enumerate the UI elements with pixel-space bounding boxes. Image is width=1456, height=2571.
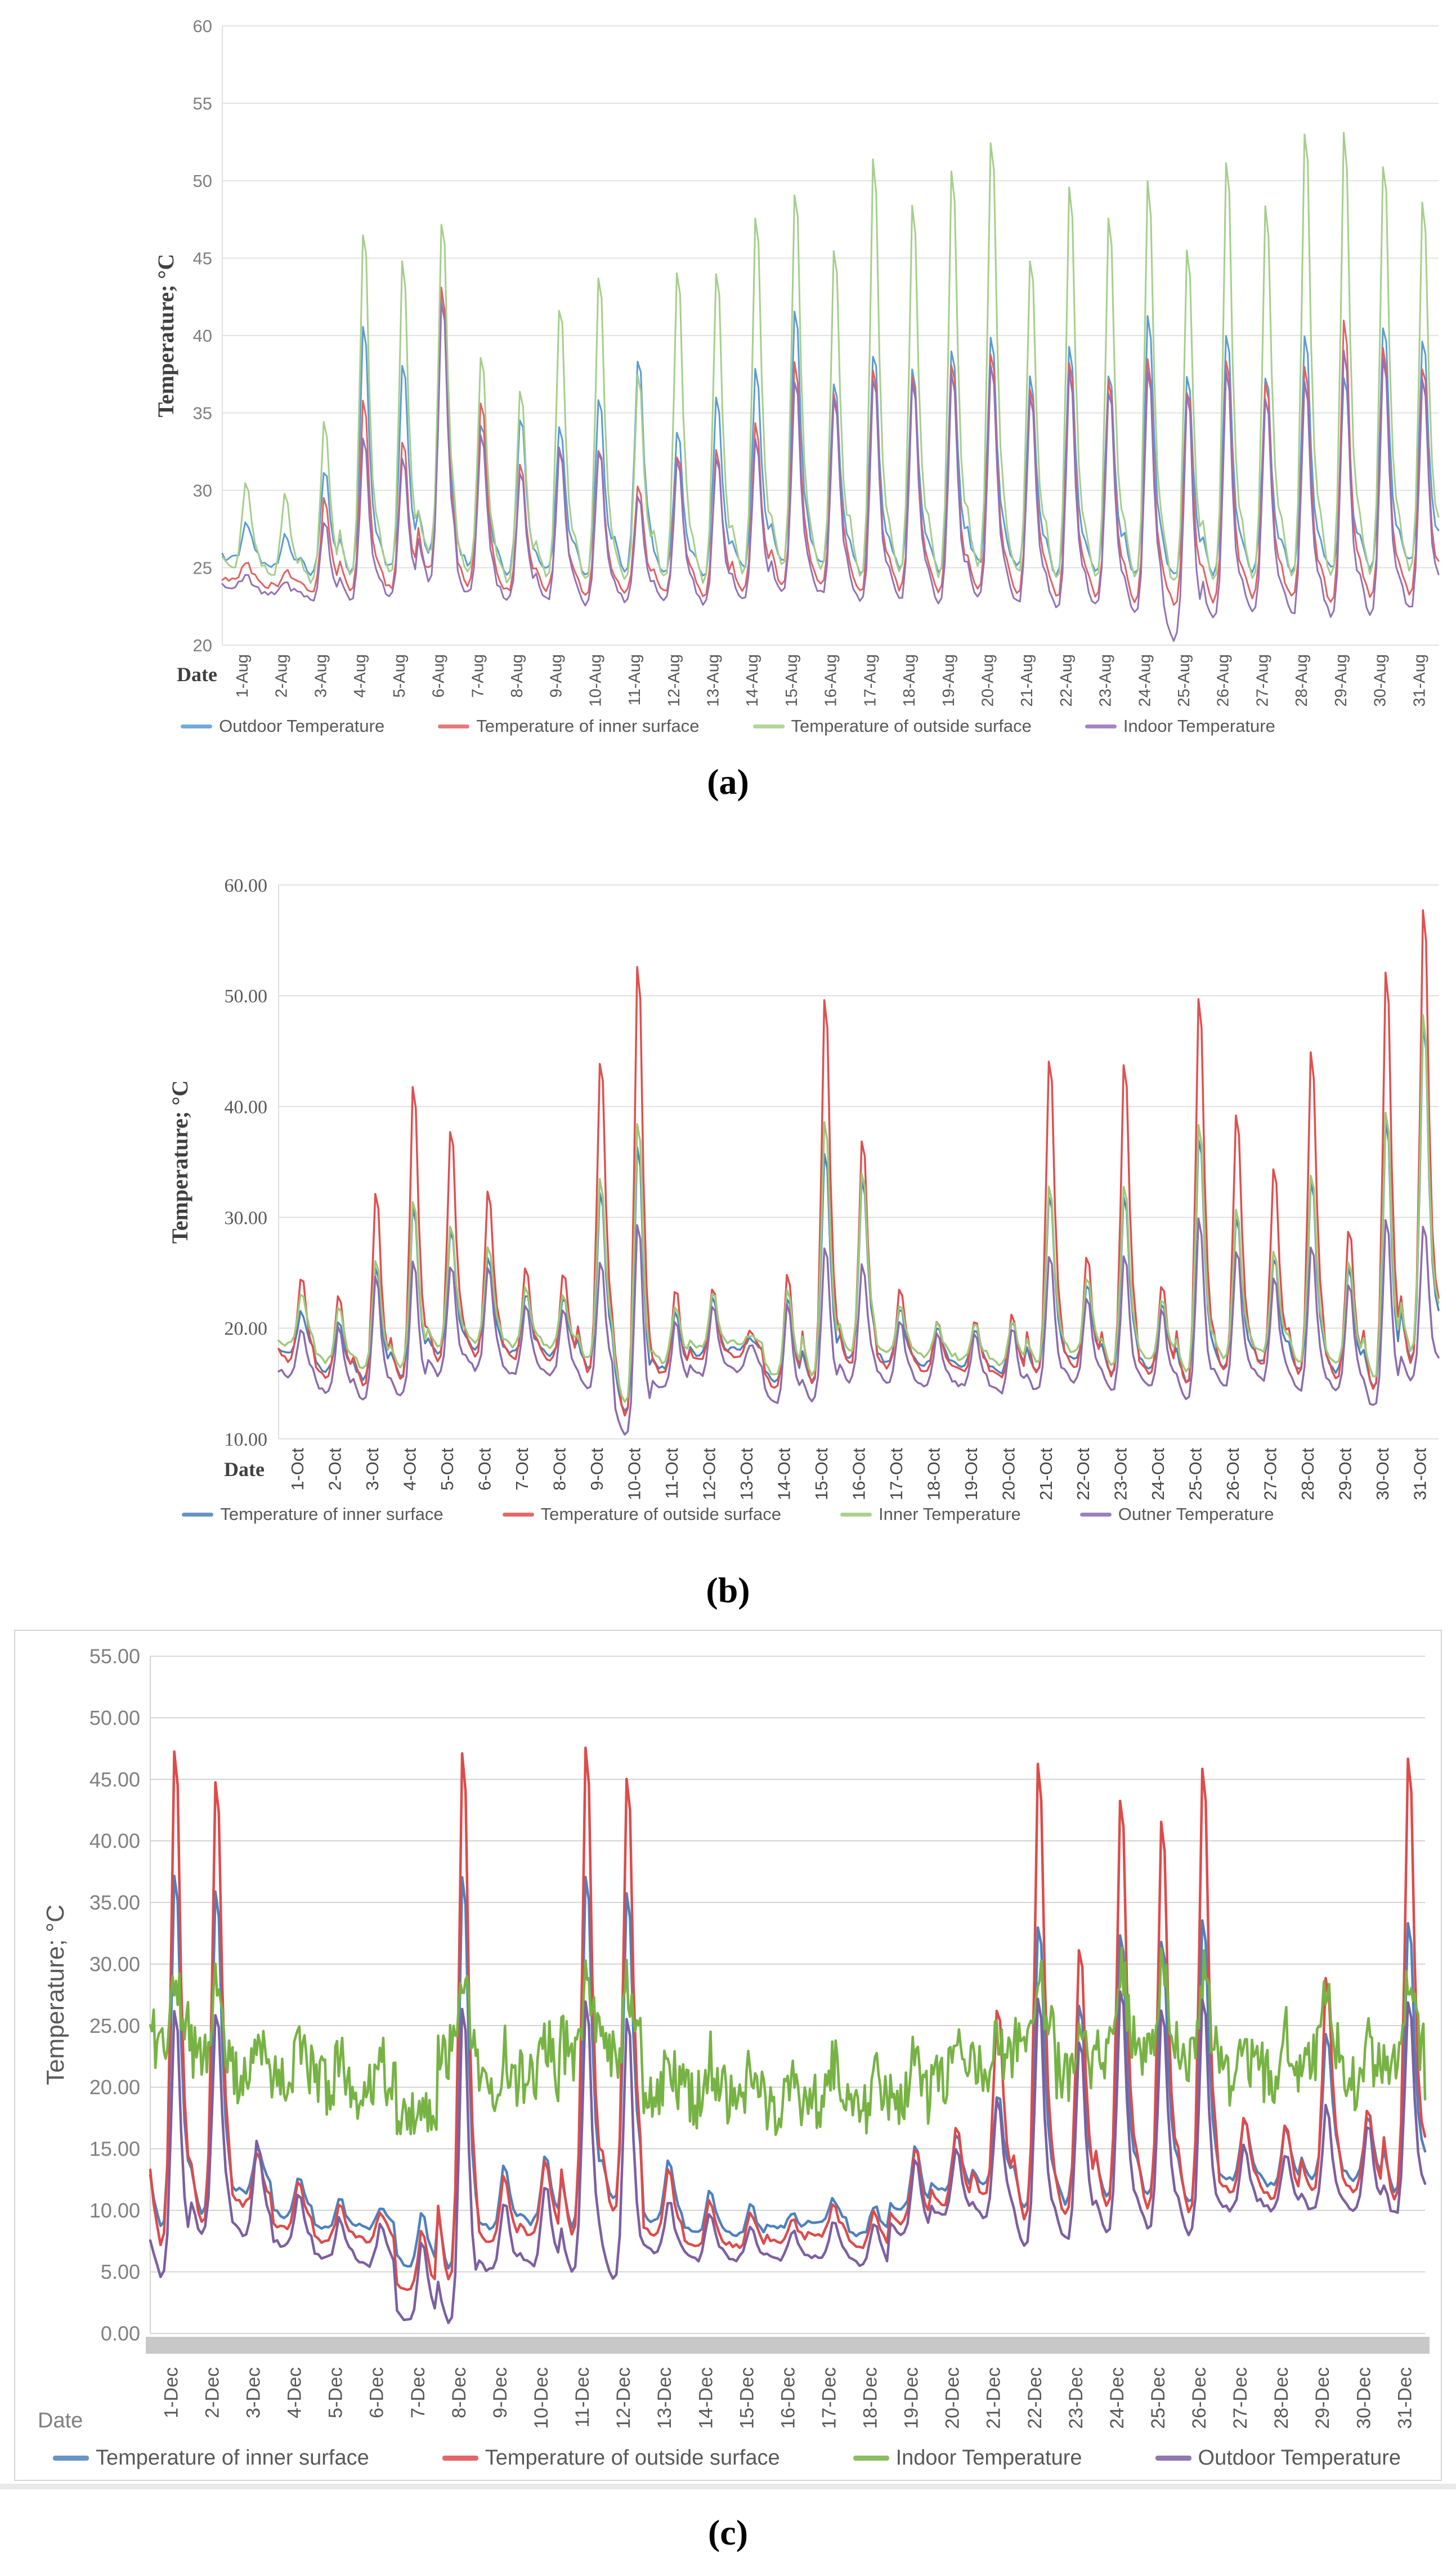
legend-item bbox=[1085, 716, 1275, 736]
x-tick-label: 28-Oct bbox=[1298, 1448, 1318, 1501]
x-tick-label: 3-Aug bbox=[312, 654, 330, 698]
x-tick-label: 15-Dec bbox=[736, 2367, 758, 2429]
legend-swatch bbox=[503, 1513, 534, 1517]
x-tick-label: 21-Dec bbox=[983, 2367, 1005, 2429]
x-tick-label: 8-Dec bbox=[448, 2367, 470, 2418]
x-tick-label: 14-Dec bbox=[695, 2367, 717, 2429]
x-tick-label: 22-Dec bbox=[1024, 2367, 1046, 2429]
legend-item bbox=[1155, 2446, 1401, 2470]
x-axis-title: Date bbox=[38, 2409, 83, 2433]
y-tick-label: 5.00 bbox=[100, 2260, 140, 2284]
x-tick-label: 16-Dec bbox=[777, 2367, 799, 2429]
x-tick-label: 4-Aug bbox=[351, 654, 370, 698]
y-tick-label: 50 bbox=[192, 171, 212, 191]
legend-item bbox=[53, 2446, 369, 2470]
x-tick-label: 10-Dec bbox=[531, 2367, 553, 2429]
y-tick-label: 35 bbox=[192, 403, 212, 423]
x-axis-title: Date bbox=[224, 1458, 265, 1481]
y-tick-label: 25.00 bbox=[89, 2014, 140, 2037]
y-tick-label: 20.00 bbox=[224, 1318, 267, 1340]
x-tick-label: 12-Oct bbox=[699, 1448, 719, 1501]
x-tick-label: 20-Dec bbox=[942, 2367, 964, 2429]
y-tick-label: 60.00 bbox=[224, 875, 267, 896]
legend-swatch bbox=[181, 725, 212, 728]
x-tick-label: 21-Aug bbox=[1018, 654, 1037, 707]
series-line-temperature-of-outside-surface bbox=[222, 133, 1439, 583]
x-tick-label: 16-Aug bbox=[822, 654, 840, 707]
x-tick-label: 17-Aug bbox=[861, 654, 880, 707]
x-tick-label: 26-Oct bbox=[1223, 1448, 1243, 1501]
x-tick-label: 10-Oct bbox=[624, 1448, 644, 1501]
y-tick-label: 45 bbox=[192, 248, 212, 269]
x-tick-label: 2-Dec bbox=[201, 2367, 223, 2418]
x-tick-label: 14-Aug bbox=[743, 654, 762, 707]
y-tick-label: 40 bbox=[192, 325, 212, 346]
y-tick-label: 20.00 bbox=[89, 2076, 140, 2099]
legend-label: Outdoor Temperature bbox=[219, 716, 385, 736]
legend-swatch bbox=[1080, 1513, 1112, 1517]
legend-item bbox=[840, 1504, 1021, 1524]
series-line-indoor-temperature bbox=[150, 1948, 1425, 2135]
legend-item bbox=[753, 716, 1032, 736]
y-tick-label: 35.00 bbox=[89, 1891, 140, 1915]
x-tick-label: 11-Dec bbox=[572, 2367, 594, 2428]
x-tick-label: 15-Oct bbox=[811, 1448, 831, 1501]
x-tick-label: 1-Dec bbox=[160, 2367, 182, 2418]
x-tick-label: 19-Dec bbox=[901, 2367, 922, 2429]
x-tick-label: 1-Aug bbox=[234, 654, 252, 698]
y-tick-label: 10.00 bbox=[89, 2198, 140, 2222]
x-tick-label: 7-Oct bbox=[512, 1448, 532, 1491]
chart-c-panel bbox=[14, 1630, 1442, 2481]
y-tick-label: 20 bbox=[192, 635, 212, 655]
x-tick-label: 28-Aug bbox=[1293, 654, 1311, 707]
y-tick-label: 30.00 bbox=[89, 1952, 140, 1976]
x-tick-label: 5-Dec bbox=[325, 2367, 347, 2418]
x-tick-label: 18-Oct bbox=[924, 1448, 944, 1501]
x-tick-label: 25-Oct bbox=[1185, 1448, 1206, 1501]
x-tick-label: 5-Aug bbox=[390, 654, 409, 698]
legend-label: Temperature of inner surface bbox=[476, 716, 700, 736]
y-tick-label: 60 bbox=[192, 16, 212, 36]
x-tick-label: 24-Oct bbox=[1148, 1448, 1168, 1501]
x-tick-label: 27-Aug bbox=[1253, 654, 1272, 707]
x-tick-label: 29-Dec bbox=[1312, 2367, 1334, 2429]
x-tick-label: 6-Dec bbox=[366, 2367, 388, 2418]
x-tick-label: 20-Oct bbox=[998, 1448, 1019, 1501]
x-tick-label: 18-Dec bbox=[859, 2367, 881, 2429]
legend-label: Indoor Temperature bbox=[1123, 716, 1275, 736]
x-tick-label: 7-Dec bbox=[407, 2367, 429, 2418]
x-tick-label: 11-Oct bbox=[661, 1448, 682, 1499]
y-tick-label: 55.00 bbox=[89, 1644, 140, 1668]
legend-swatch bbox=[840, 1513, 872, 1517]
chart-b-caption: (b) bbox=[706, 1570, 750, 1610]
chart-b-canvas bbox=[0, 805, 1456, 1537]
y-tick-label: 55 bbox=[192, 93, 212, 114]
y-tick-label: 0.00 bbox=[100, 2322, 140, 2345]
panel-bottom-shadow bbox=[0, 2484, 1456, 2489]
series-line-inner-temperature bbox=[279, 1015, 1439, 1402]
x-tick-label: 27-Oct bbox=[1260, 1448, 1280, 1501]
x-tick-label: 7-Aug bbox=[469, 654, 487, 698]
x-tick-label: 23-Dec bbox=[1065, 2367, 1087, 2429]
x-tick-label: 8-Oct bbox=[549, 1448, 570, 1491]
x-tick-label: 13-Oct bbox=[736, 1448, 756, 1501]
x-tick-label: 13-Dec bbox=[654, 2367, 676, 2429]
legend-swatch bbox=[1085, 725, 1117, 728]
x-tick-label: 25-Aug bbox=[1175, 654, 1194, 707]
x-tick-label: 28-Dec bbox=[1271, 2367, 1293, 2429]
chart-a-legend bbox=[0, 716, 1456, 736]
chart-b-legend bbox=[0, 1504, 1456, 1524]
legend-swatch bbox=[182, 1513, 213, 1517]
y-tick-label: 40.00 bbox=[224, 1097, 267, 1118]
legend-swatch bbox=[442, 2456, 478, 2461]
legend-item bbox=[182, 1504, 443, 1524]
x-tick-label: 6-Aug bbox=[429, 654, 448, 698]
y-tick-label: 45.00 bbox=[89, 1768, 140, 1791]
y-axis-title: Temperature; °C bbox=[167, 1080, 192, 1244]
x-tick-label: 21-Oct bbox=[1036, 1448, 1056, 1501]
x-tick-label: 25-Dec bbox=[1147, 2367, 1169, 2429]
x-tick-label: 22-Oct bbox=[1073, 1448, 1094, 1501]
series-line-temperature-of-outside-surface bbox=[279, 910, 1439, 1416]
x-tick-label: 19-Oct bbox=[961, 1448, 981, 1501]
x-tick-label: 2-Oct bbox=[325, 1448, 345, 1491]
series-line-outdoor-temperature bbox=[222, 294, 1439, 575]
y-tick-label: 30.00 bbox=[224, 1208, 267, 1229]
legend-swatch bbox=[853, 2456, 889, 2461]
x-tick-label: 9-Dec bbox=[489, 2367, 511, 2418]
legend-label: Inner Temperature bbox=[879, 1504, 1021, 1524]
legend-label: Temperature of inner surface bbox=[220, 1504, 443, 1524]
x-tick-label: 12-Dec bbox=[613, 2367, 635, 2429]
legend-item bbox=[442, 2446, 780, 2470]
x-tick-label: 16-Oct bbox=[849, 1448, 869, 1501]
x-tick-label: 14-Oct bbox=[774, 1448, 794, 1501]
x-axis-band bbox=[146, 2337, 1430, 2354]
x-tick-label: 8-Aug bbox=[508, 654, 526, 698]
x-tick-label: 27-Dec bbox=[1230, 2367, 1252, 2429]
x-tick-label: 6-Oct bbox=[474, 1448, 495, 1491]
x-tick-label: 29-Oct bbox=[1335, 1448, 1355, 1501]
legend-label: Temperature of outside surface bbox=[485, 2446, 780, 2470]
legend-label: Indoor Temperature bbox=[895, 2446, 1082, 2470]
legend-item bbox=[438, 716, 699, 736]
legend-item bbox=[1080, 1504, 1274, 1524]
legend-label: Temperature of outside surface bbox=[540, 1504, 782, 1524]
legend-item bbox=[853, 2446, 1082, 2470]
x-tick-label: 13-Aug bbox=[704, 654, 723, 707]
x-tick-label: 26-Dec bbox=[1189, 2367, 1211, 2429]
series-line-indoor-temperature bbox=[222, 302, 1439, 641]
chart-c-canvas bbox=[15, 1631, 1441, 2480]
y-tick-label: 40.00 bbox=[89, 1829, 140, 1853]
x-tick-label: 31-Oct bbox=[1410, 1448, 1430, 1501]
y-tick-label: 50.00 bbox=[89, 1706, 140, 1729]
y-axis-title: Temperature; °C bbox=[153, 253, 178, 418]
legend-label: Temperature of inner surface bbox=[95, 2446, 369, 2470]
x-tick-label: 20-Aug bbox=[979, 654, 997, 707]
x-tick-label: 11-Aug bbox=[626, 654, 644, 706]
y-tick-label: 10.00 bbox=[224, 1429, 267, 1450]
x-tick-label: 3-Oct bbox=[362, 1448, 383, 1491]
x-tick-label: 18-Aug bbox=[901, 654, 919, 707]
x-tick-label: 30-Dec bbox=[1353, 2367, 1375, 2429]
x-tick-label: 3-Dec bbox=[243, 2367, 265, 2418]
x-tick-label: 15-Aug bbox=[782, 654, 801, 707]
x-tick-label: 17-Oct bbox=[886, 1448, 906, 1501]
y-tick-label: 30 bbox=[192, 480, 212, 500]
legend-label: Temperature of outside surface bbox=[791, 716, 1032, 736]
x-axis-title: Date bbox=[177, 663, 217, 686]
x-tick-label: 23-Oct bbox=[1110, 1448, 1131, 1501]
series-line-temperature-of-outside-surface bbox=[150, 1748, 1425, 2290]
x-tick-label: 5-Oct bbox=[437, 1448, 458, 1491]
legend-label: Outner Temperature bbox=[1118, 1504, 1274, 1524]
x-tick-label: 26-Aug bbox=[1214, 654, 1233, 707]
legend-swatch bbox=[1155, 2456, 1191, 2461]
x-tick-label: 24-Dec bbox=[1106, 2367, 1128, 2429]
y-tick-label: 50.00 bbox=[224, 986, 267, 1007]
chart-c-legend bbox=[14, 2446, 1440, 2470]
x-tick-label: 10-Aug bbox=[586, 654, 605, 707]
legend-label: Outdoor Temperature bbox=[1198, 2446, 1401, 2470]
y-tick-label: 15.00 bbox=[89, 2137, 140, 2161]
x-tick-label: 29-Aug bbox=[1332, 654, 1350, 707]
y-axis-title: Temperature; °C bbox=[42, 1904, 69, 2085]
x-tick-label: 4-Dec bbox=[284, 2367, 306, 2418]
legend-swatch bbox=[53, 2456, 89, 2461]
x-tick-label: 2-Aug bbox=[272, 654, 291, 698]
x-tick-label: 19-Aug bbox=[939, 654, 958, 707]
chart-c-caption: (c) bbox=[707, 2512, 749, 2552]
chart-a-canvas bbox=[0, 0, 1456, 752]
x-tick-label: 4-Oct bbox=[400, 1448, 420, 1491]
x-tick-label: 23-Aug bbox=[1096, 654, 1115, 707]
x-tick-label: 1-Oct bbox=[288, 1448, 308, 1491]
x-tick-label: 31-Dec bbox=[1394, 2367, 1416, 2429]
x-tick-label: 24-Aug bbox=[1136, 654, 1154, 707]
chart-a-caption: (a) bbox=[707, 762, 749, 802]
x-tick-label: 30-Oct bbox=[1373, 1448, 1393, 1501]
x-tick-label: 17-Dec bbox=[818, 2367, 840, 2429]
legend-item bbox=[503, 1504, 781, 1524]
x-tick-label: 9-Aug bbox=[547, 654, 566, 698]
legend-item bbox=[181, 716, 384, 736]
x-tick-label: 31-Aug bbox=[1410, 654, 1429, 707]
y-tick-label: 25 bbox=[192, 558, 212, 578]
x-tick-label: 12-Aug bbox=[665, 654, 683, 707]
x-tick-label: 22-Aug bbox=[1057, 654, 1076, 707]
legend-swatch bbox=[438, 725, 469, 728]
x-tick-label: 9-Oct bbox=[586, 1448, 607, 1491]
legend-swatch bbox=[753, 725, 785, 728]
x-tick-label: 30-Aug bbox=[1371, 654, 1390, 707]
